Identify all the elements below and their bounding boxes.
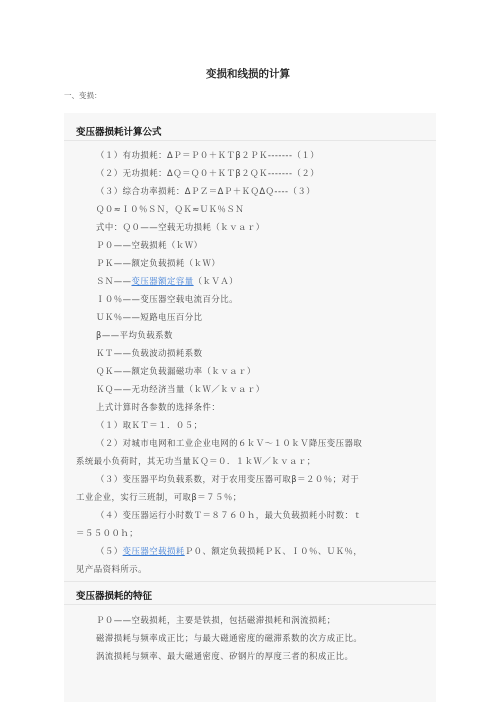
doc-subhead: 一、变损：	[64, 91, 102, 100]
formula-line: ＵＫ％——短路电压百分比	[96, 312, 203, 322]
section-title-features: 变压器损耗的特征	[76, 591, 153, 602]
formula-line: （１）有功损耗：ΔＰ＝Ｐ０＋ＫＴβ２ＰＫ-------（１）	[96, 150, 320, 160]
link-noload-loss[interactable]: 变压器空载损耗	[122, 546, 185, 556]
formula-line: 上式计算时各参数的选择条件：	[96, 402, 221, 412]
doc-title: 变损和线损的计算	[206, 68, 290, 80]
formula-line: 系统最小负荷时，其无功当量ＫＱ＝０．１ｋＷ／ｋｖａｒ；	[76, 456, 316, 466]
formula-line: 见产品资料所示。	[76, 564, 147, 574]
formula-line: （３）综合功率损耗：ΔＰＺ＝ΔＰ＋ＫＱΔＱ----（３）	[96, 186, 316, 196]
formula-line: （２）无功损耗：ΔＱ＝Ｑ０＋ＫＴβ２ＱＫ-------（２）	[96, 168, 320, 178]
formula-line: Ｐ０——空载损耗（ｋＷ）	[96, 240, 203, 250]
formula-line: （４）变压器运行小时数Ｔ＝８７６０ｈ，最大负载损耗小时数：ｔ	[96, 510, 363, 520]
formula-text: （５）	[96, 546, 123, 556]
formula-line: （３）变压器平均负载系数，对于农用变压器可取β＝２０％；对于	[96, 474, 360, 484]
formula-line: β——平均负载系数	[96, 330, 173, 340]
divider	[64, 581, 436, 582]
section-title-formulas: 变压器损耗计算公式	[76, 127, 162, 138]
divider	[64, 140, 436, 141]
formula-line: ＫＱ——无功经济当量（ｋＷ／ｋｖａｒ）	[96, 384, 265, 394]
formula-line-noload	[96, 545, 362, 557]
formula-text: （ｋＶＡ）	[193, 276, 238, 286]
feature-line: 磁滞损耗与频率成正比；与最大磁通密度的磁滞系数的次方成正比。	[96, 633, 363, 643]
formula-line: ＝５５００ｈ；	[76, 528, 139, 538]
formula-text: ＳＮ——	[96, 276, 132, 286]
formula-line: ＱＫ——额定负载漏磁功率（ｋｖａｒ）	[96, 366, 256, 376]
formula-line: （１）取ＫＴ＝１．０５；	[96, 420, 203, 430]
formula-line: 工业企业，实行三班制，可取β＝７５％；	[76, 492, 242, 502]
formula-text: Ｐ０、额定负载损耗ＰＫ、Ｉ０％、ＵＫ％，	[184, 546, 363, 556]
formula-line: 式中：Ｑ０——空载无功损耗（ｋｖａｒ）	[96, 222, 265, 232]
divider	[64, 604, 436, 605]
formula-line: （２）对城市电网和工业企业电网的６ｋＶ～１０ｋＶ降压变压器取	[96, 438, 363, 448]
formula-line: ＰＫ——额定负载损耗（ｋＷ）	[96, 258, 221, 268]
feature-line: Ｐ０——空载损耗，主要是铁损，包括磁滞损耗和涡流损耗；	[96, 615, 336, 625]
formula-line: Ｉ０％——变压器空载电流百分比。	[96, 294, 238, 304]
link-rated-capacity[interactable]: 变压器额定容量	[131, 276, 194, 286]
feature-line: 涡流损耗与频率、最大磁通密度、矽钢片的厚度三者的积成正比。	[96, 651, 354, 661]
formula-line: ＫＴ——负载波动损耗系数	[96, 348, 203, 358]
formula-line-sn	[96, 275, 238, 287]
formula-line: Ｑ０≈Ｉ０％ＳＮ，ＱＫ≈ＵＫ％ＳＮ	[96, 204, 245, 214]
